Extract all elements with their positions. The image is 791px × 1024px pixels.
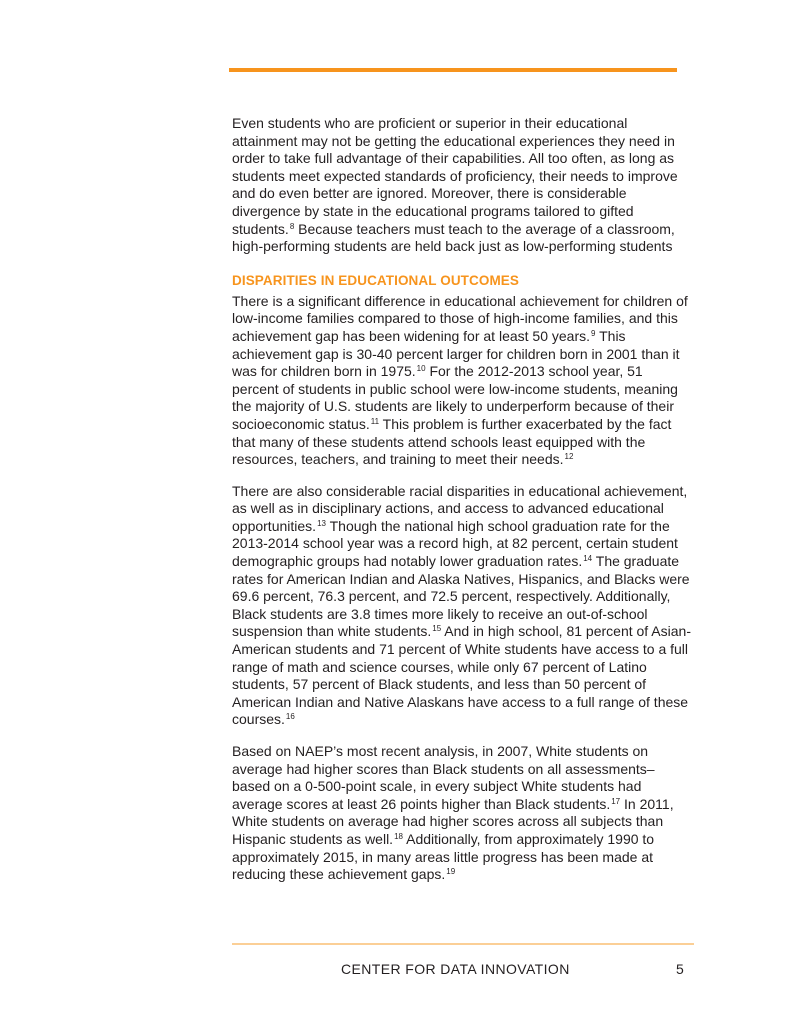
- footnote-ref-15[interactable]: 15: [432, 624, 442, 634]
- intro-paragraph: Even students who are proficient or superior in their educational attainment may not be getting the educational experiences they need in order to take full advantage of their capabilities. All too often, as long as students meet expected standards of proficiency, their needs to improve and do even better are ignored. Moreover, there is considerable divergence by state in the educational programs tailored to gifted students.$^8$ Because teachers must teach to the average of a classroom, high-performing students are held back just as low-performing students: [232, 115, 678, 255]
- footnote-ref-12[interactable]: 12: [564, 452, 574, 462]
- footnote-ref-8[interactable]: 8: [289, 221, 295, 231]
- section-heading: DISPARITIES IN EDUCATIONAL OUTCOMES: [232, 272, 520, 288]
- footnote-ref-19[interactable]: 19: [446, 867, 456, 877]
- footnote-ref-17[interactable]: 17: [611, 796, 621, 806]
- footnote-ref-18[interactable]: 18: [394, 831, 403, 841]
- footnote-ref-9[interactable]: 9: [591, 328, 596, 338]
- paragraph-naep-analysis: Based on NAEP’s most recent analysis, in 2007, White students on average had higher scores than Black students on all assessments–based on a 0-500-point scale, in every subject White students had average scores at least 26 points higher than Black students.$^{17}$ In 2011, White students on average had higher scores across all subjects than Hispanic students as well.$^{18}$ Additionally, from approximately 1990 to approximately 2015, in many areas little progress has been made at reducing these achievement gaps.$^{19}$: [232, 743, 674, 883]
- footnote-ref-14[interactable]: 14: [583, 554, 593, 564]
- paragraph-income-gap: There is a significant difference in educational achievement for children of low-income families compared to those of high-income families, and this achievement gap has been widening for at least 50 years.$^9$ This achievement gap is 30-40 percent larger for children born in 2001 than it was for children born in 1975.10 For the 2012-2013 school year, 51 percent of students in public school were low-income students, meaning the majority of U.S. students are likely to underperform because of their socioeconomic status.$^{11}$ This problem is further exacerbated by the fact that many of these students attend schools least equipped with the resources, teachers, and training to meet their needs.$^{12}$: [232, 292, 688, 468]
- paragraph-racial-disparities: There are also considerable racial disparities in educational achievement, as well as in disciplinary actions, and access to advanced educational opportunities.$^{13}$ Though the national high school graduation rate for the 2013-2014 school year was a record high, at 82 percent, certain student demographic groups had notably lower graduation rates.$^{14}$ The graduate rates for American Indian and Alaska Natives, Hispanics, and Blacks were 69.6 percent, 76.3 percent, and 72.5 percent, respectively. Additionally, Black students are 3.8 times more likely to receive an out-of-school suspension than white students.$^{15}$ And in high school, 81 percent of Asian-American students and 71 percent of White students have access to a full range of math and science courses, while only 67 percent of Latino students, 57 percent of Black students, and less than 50 percent of American Indian and Native Alaskans have access to a full range of these courses.$^{16}$: [232, 482, 691, 728]
- page-number: 5: [676, 961, 684, 977]
- footer-org-name: CENTER FOR DATA INNOVATION: [341, 961, 570, 977]
- footnote-ref-11[interactable]: 11: [370, 416, 380, 426]
- header-rule: [229, 68, 677, 72]
- footnote-ref-13[interactable]: 13: [317, 518, 326, 528]
- footnote-ref-10[interactable]: 10: [416, 364, 426, 374]
- footer-rule: [232, 943, 694, 945]
- footnote-ref-16[interactable]: 16: [285, 712, 295, 722]
- page-content: [232, 115, 692, 884]
